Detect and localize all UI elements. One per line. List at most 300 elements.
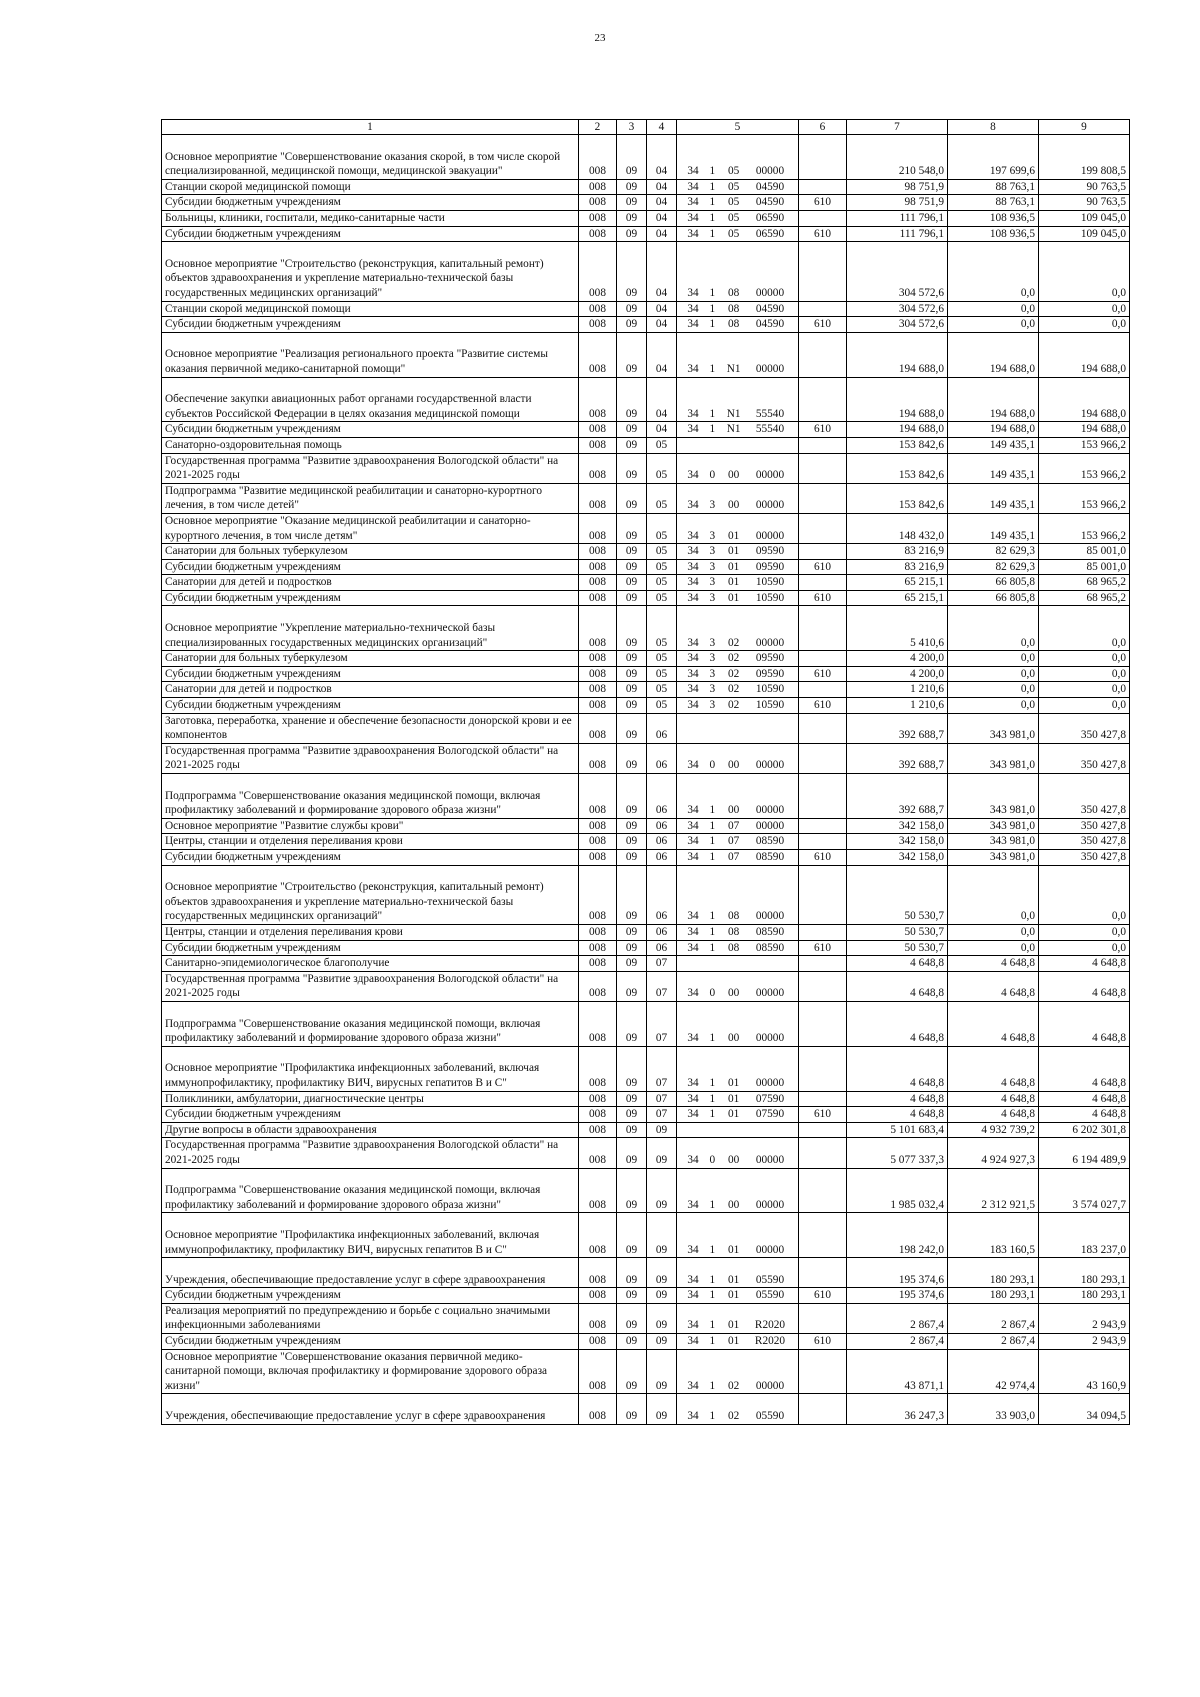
program-code: 34 — [687, 925, 699, 938]
direction-code: 04590 — [755, 318, 785, 331]
section-code: 09 — [617, 544, 647, 560]
expense-type-code — [799, 774, 847, 819]
amount-2021: 1 210,6 — [847, 698, 948, 714]
table-row — [162, 422, 1130, 438]
ministry-code: 008 — [579, 1349, 617, 1394]
target-article-code — [677, 317, 799, 333]
target-article-code — [677, 377, 799, 422]
program-code: 34 — [687, 576, 699, 589]
table-row — [162, 1288, 1130, 1304]
table-row — [162, 1107, 1130, 1123]
subprogram-code: 0 — [709, 987, 716, 1000]
amount-2023: 0,0 — [1039, 682, 1130, 698]
section-code: 09 — [617, 1138, 647, 1168]
table-row — [162, 1334, 1130, 1350]
subprogram-code: 1 — [709, 165, 716, 178]
table-row — [162, 651, 1130, 667]
section-code: 09 — [617, 924, 647, 940]
direction-code: 08590 — [755, 941, 785, 954]
amount-2021: 392 688,7 — [847, 774, 948, 819]
target-article-code — [677, 1091, 799, 1107]
direction-code: 00000 — [755, 1243, 785, 1256]
amount-2022: 0,0 — [948, 682, 1039, 698]
program-code: 34 — [687, 1076, 699, 1089]
subprogram-code: 1 — [709, 819, 716, 832]
ministry-code: 008 — [579, 377, 617, 422]
amount-2023: 180 293,1 — [1039, 1258, 1130, 1288]
expense-type-code — [799, 924, 847, 940]
subsection-code: 06 — [647, 924, 677, 940]
program-code: 34 — [687, 196, 699, 209]
measure-code: 01 — [728, 1319, 740, 1332]
table-row — [162, 210, 1130, 226]
table-row — [162, 453, 1130, 483]
program-code: 34 — [687, 302, 699, 315]
amount-2021: 304 572,6 — [847, 317, 948, 333]
row-name: Центры, станции и отделения переливания крови — [162, 834, 579, 850]
amount-2023: 350 427,8 — [1039, 774, 1130, 819]
expense-type-code: 610 — [799, 698, 847, 714]
target-article-parts — [680, 819, 795, 834]
subsection-code: 06 — [647, 774, 677, 819]
program-code: 34 — [687, 423, 699, 436]
direction-code: 00000 — [755, 1153, 785, 1166]
measure-code: 01 — [728, 1108, 740, 1121]
program-code: 34 — [687, 407, 699, 420]
row-name: Санаторно-оздоровительная помощь — [162, 437, 579, 453]
target-article-code — [677, 743, 799, 773]
amount-2023: 194 688,0 — [1039, 422, 1130, 438]
subsection-code: 09 — [647, 1394, 677, 1424]
section-code: 09 — [617, 971, 647, 1001]
target-article-parts — [680, 302, 795, 317]
subprogram-code: 1 — [709, 407, 716, 420]
amount-2023: 350 427,8 — [1039, 850, 1130, 866]
subprogram-code: 1 — [709, 804, 716, 817]
table-row — [162, 301, 1130, 317]
ministry-code: 008 — [579, 1288, 617, 1304]
amount-2021: 4 200,0 — [847, 651, 948, 667]
amount-2022: 343 981,0 — [948, 743, 1039, 773]
subsection-code: 05 — [647, 559, 677, 575]
direction-code: 00000 — [755, 1198, 785, 1211]
measure-code: 01 — [728, 576, 740, 589]
row-name: Субсидии бюджетным учреждениям — [162, 850, 579, 866]
ministry-code: 008 — [579, 606, 617, 651]
target-article-code — [677, 940, 799, 956]
amount-2022: 180 293,1 — [948, 1258, 1039, 1288]
direction-code: 00000 — [755, 987, 785, 1000]
amount-2022: 0,0 — [948, 301, 1039, 317]
amount-2021: 304 572,6 — [847, 301, 948, 317]
subprogram-code: 1 — [709, 851, 716, 863]
row-name: Субсидии бюджетным учреждениям — [162, 698, 579, 714]
section-code: 09 — [617, 437, 647, 453]
subsection-code: 05 — [647, 682, 677, 698]
row-name: Санитарно-эпидемиологическое благополучие — [162, 956, 579, 972]
subsection-code: 04 — [647, 377, 677, 422]
target-article-parts — [680, 803, 795, 818]
ministry-code: 008 — [579, 226, 617, 242]
amount-2023: 153 966,2 — [1039, 453, 1130, 483]
amount-2022: 149 435,1 — [948, 483, 1039, 513]
amount-2022: 4 648,8 — [948, 971, 1039, 1001]
header-col-6: 6 — [799, 120, 847, 135]
section-code: 09 — [617, 332, 647, 377]
amount-2022: 0,0 — [948, 666, 1039, 682]
header-col-4: 4 — [647, 120, 677, 135]
table-row — [162, 743, 1130, 773]
measure-code: 01 — [728, 1273, 740, 1286]
table-row — [162, 713, 1130, 743]
subsection-code: 05 — [647, 651, 677, 667]
program-code: 34 — [687, 499, 699, 512]
ministry-code: 008 — [579, 682, 617, 698]
table-row — [162, 1091, 1130, 1107]
row-name: Санатории для больных туберкулезом — [162, 544, 579, 560]
amount-2022: 88 763,1 — [948, 195, 1039, 211]
ministry-code: 008 — [579, 1001, 617, 1046]
direction-code: 00000 — [755, 1379, 785, 1392]
direction-code: 00000 — [755, 469, 785, 482]
program-code: 34 — [687, 227, 699, 240]
subprogram-code: 3 — [709, 529, 716, 542]
target-article-code — [677, 1046, 799, 1091]
row-name: Субсидии бюджетным учреждениям — [162, 559, 579, 575]
program-code: 34 — [687, 1198, 699, 1211]
expense-type-code — [799, 1046, 847, 1091]
program-code: 34 — [687, 469, 699, 482]
amount-2022: 180 293,1 — [948, 1288, 1039, 1304]
table-row — [162, 513, 1130, 543]
amount-2022: 66 805,8 — [948, 590, 1039, 606]
program-code: 34 — [687, 1289, 699, 1302]
program-code: 34 — [687, 1243, 699, 1256]
subprogram-code: 1 — [709, 1335, 716, 1348]
measure-code: 00 — [728, 469, 740, 482]
header-col-1: 1 — [162, 120, 579, 135]
program-code: 34 — [687, 1335, 699, 1348]
subsection-code: 04 — [647, 179, 677, 195]
amount-2022: 343 981,0 — [948, 713, 1039, 743]
target-article-code — [677, 559, 799, 575]
direction-code: 04590 — [755, 196, 785, 209]
section-code: 09 — [617, 1046, 647, 1091]
subsection-code: 07 — [647, 1046, 677, 1091]
amount-2022: 194 688,0 — [948, 422, 1039, 438]
ministry-code: 008 — [579, 1303, 617, 1333]
target-article-parts — [680, 1076, 795, 1091]
amount-2021: 4 648,8 — [847, 971, 948, 1001]
section-code: 09 — [617, 377, 647, 422]
section-code: 09 — [617, 135, 647, 180]
row-name: Другие вопросы в области здравоохранения — [162, 1122, 579, 1138]
amount-2022: 343 981,0 — [948, 774, 1039, 819]
expense-type-code — [799, 1394, 847, 1424]
subprogram-code: 1 — [709, 941, 716, 954]
amount-2021: 148 432,0 — [847, 513, 948, 543]
amount-2021: 392 688,7 — [847, 743, 948, 773]
subsection-code: 05 — [647, 590, 677, 606]
table-row — [162, 135, 1130, 180]
subprogram-code: 3 — [709, 652, 716, 665]
program-code: 34 — [687, 667, 699, 680]
row-name: Основное мероприятие "Укрепление материально-технической базы специализированных государственных медицинских организаций" — [162, 606, 579, 651]
section-code: 09 — [617, 301, 647, 317]
program-code: 34 — [687, 987, 699, 1000]
amount-2023: 153 966,2 — [1039, 483, 1130, 513]
target-article-code — [677, 713, 799, 743]
program-code: 34 — [687, 941, 699, 954]
amount-2022: 343 981,0 — [948, 818, 1039, 834]
subprogram-code: 1 — [709, 180, 716, 193]
amount-2023: 109 045,0 — [1039, 226, 1130, 242]
ministry-code: 008 — [579, 559, 617, 575]
amount-2023: 0,0 — [1039, 317, 1130, 333]
subsection-code: 09 — [647, 1258, 677, 1288]
amount-2022: 0,0 — [948, 865, 1039, 924]
target-article-parts — [680, 986, 795, 1001]
target-article-code — [677, 332, 799, 377]
direction-code: 04590 — [755, 180, 785, 193]
measure-code: 00 — [728, 759, 740, 772]
target-article-code — [677, 682, 799, 698]
ministry-code: 008 — [579, 1091, 617, 1107]
subsection-code: 04 — [647, 135, 677, 180]
amount-2021: 43 871,1 — [847, 1349, 948, 1394]
amount-2021: 5 077 337,3 — [847, 1138, 948, 1168]
subsection-code: 07 — [647, 1091, 677, 1107]
target-article-code — [677, 195, 799, 211]
row-name: Основное мероприятие "Оказание медицинской реабилитации и санаторно-курортного лечения, в том числе детям" — [162, 513, 579, 543]
subprogram-code: 1 — [709, 362, 716, 375]
direction-code: 05590 — [755, 1289, 785, 1302]
subsection-code: 09 — [647, 1334, 677, 1350]
row-name: Станции скорой медицинской помощи — [162, 179, 579, 195]
amount-2023: 4 648,8 — [1039, 1091, 1130, 1107]
subprogram-code: 3 — [709, 545, 716, 558]
expense-type-code — [799, 242, 847, 301]
measure-code: 01 — [728, 1335, 740, 1348]
direction-code: 00000 — [755, 759, 785, 772]
amount-2023: 194 688,0 — [1039, 377, 1130, 422]
expense-type-code — [799, 682, 847, 698]
measure-code: 07 — [728, 835, 740, 848]
row-name: Субсидии бюджетным учреждениям — [162, 1334, 579, 1350]
subprogram-code: 1 — [709, 1032, 716, 1045]
amount-2023: 90 763,5 — [1039, 179, 1130, 195]
target-article-parts — [680, 180, 795, 195]
amount-2022: 82 629,3 — [948, 559, 1039, 575]
expense-type-code — [799, 1122, 847, 1138]
amount-2021: 153 842,6 — [847, 483, 948, 513]
amount-2023: 109 045,0 — [1039, 210, 1130, 226]
ministry-code: 008 — [579, 575, 617, 591]
subprogram-code: 3 — [709, 667, 716, 680]
amount-2021: 304 572,6 — [847, 242, 948, 301]
target-article-code — [677, 606, 799, 651]
measure-code: 01 — [728, 1289, 740, 1302]
header-col-5: 5 — [677, 120, 799, 135]
subsection-code: 06 — [647, 743, 677, 773]
amount-2021: 65 215,1 — [847, 590, 948, 606]
program-code: 34 — [687, 1379, 699, 1392]
section-code: 09 — [617, 606, 647, 651]
section-code: 09 — [617, 1091, 647, 1107]
program-code: 34 — [687, 1273, 699, 1286]
table-row — [162, 377, 1130, 422]
amount-2022: 4 648,8 — [948, 1091, 1039, 1107]
measure-code: 02 — [728, 1379, 740, 1392]
target-article-code — [677, 135, 799, 180]
measure-code: N1 — [726, 423, 741, 436]
row-name: Поликлиники, амбулатории, диагностические центры — [162, 1091, 579, 1107]
amount-2023: 85 001,0 — [1039, 559, 1130, 575]
target-article-parts — [680, 498, 795, 513]
expense-type-code: 610 — [799, 317, 847, 333]
table-row — [162, 774, 1130, 819]
direction-code: 08590 — [755, 925, 785, 938]
subsection-code: 05 — [647, 513, 677, 543]
table-row — [162, 226, 1130, 242]
measure-code: 01 — [728, 1076, 740, 1089]
amount-2021: 194 688,0 — [847, 377, 948, 422]
amount-2021: 1 985 032,4 — [847, 1168, 948, 1213]
direction-code: 10590 — [755, 576, 785, 589]
direction-code: R2020 — [754, 1335, 786, 1348]
amount-2023: 0,0 — [1039, 924, 1130, 940]
expense-type-code — [799, 210, 847, 226]
direction-code: 00000 — [755, 1032, 785, 1045]
section-code: 09 — [617, 956, 647, 972]
section-code: 09 — [617, 1303, 647, 1333]
expense-type-code: 610 — [799, 850, 847, 866]
target-article-code — [677, 1001, 799, 1046]
amount-2023: 0,0 — [1039, 606, 1130, 651]
subsection-code: 04 — [647, 332, 677, 377]
target-article-parts — [680, 286, 795, 301]
table-row — [162, 971, 1130, 1001]
amount-2022: 0,0 — [948, 317, 1039, 333]
amount-2023: 68 965,2 — [1039, 575, 1130, 591]
row-name: Подпрограмма "Совершенствование оказания медицинской помощи, включая профилактику заболеваний и формирование здорового образа жизни" — [162, 774, 579, 819]
expense-type-code — [799, 651, 847, 667]
subsection-code: 05 — [647, 437, 677, 453]
program-code: 34 — [687, 1108, 699, 1121]
amount-2021: 50 530,7 — [847, 940, 948, 956]
program-code: 34 — [687, 759, 699, 772]
amount-2023: 0,0 — [1039, 242, 1130, 301]
amount-2022: 194 688,0 — [948, 332, 1039, 377]
expense-type-code: 610 — [799, 1334, 847, 1350]
row-name: Государственная программа "Развитие здравоохранения Вологодской области" на 2021-2025 годы — [162, 1138, 579, 1168]
amount-2021: 392 688,7 — [847, 713, 948, 743]
subsection-code: 05 — [647, 544, 677, 560]
target-article-code — [677, 1138, 799, 1168]
section-code: 09 — [617, 1258, 647, 1288]
expense-type-code — [799, 377, 847, 422]
direction-code: 00000 — [755, 286, 785, 299]
amount-2021: 342 158,0 — [847, 818, 948, 834]
subsection-code: 06 — [647, 865, 677, 924]
subsection-code: 05 — [647, 698, 677, 714]
ministry-code: 008 — [579, 590, 617, 606]
table-row — [162, 1258, 1130, 1288]
expense-type-code — [799, 513, 847, 543]
direction-code: 10590 — [755, 591, 785, 604]
amount-2021: 1 210,6 — [847, 682, 948, 698]
target-article-parts — [680, 317, 795, 332]
ministry-code: 008 — [579, 1138, 617, 1168]
amount-2021: 4 648,8 — [847, 1107, 948, 1123]
program-code: 34 — [687, 819, 699, 832]
header-row — [162, 120, 1130, 135]
table-row — [162, 195, 1130, 211]
amount-2023: 68 965,2 — [1039, 590, 1130, 606]
row-name: Санатории для детей и подростков — [162, 682, 579, 698]
amount-2021: 111 796,1 — [847, 226, 948, 242]
amount-2022: 2 867,4 — [948, 1334, 1039, 1350]
table-row — [162, 332, 1130, 377]
amount-2022: 4 924 927,3 — [948, 1138, 1039, 1168]
measure-code: 02 — [728, 667, 740, 680]
subsection-code: 09 — [647, 1303, 677, 1333]
row-name: Государственная программа "Развитие здравоохранения Вологодской области" на 2021-2025 годы — [162, 743, 579, 773]
direction-code: 06590 — [755, 227, 785, 240]
ministry-code: 008 — [579, 924, 617, 940]
table-row — [162, 1168, 1130, 1213]
program-code: 34 — [687, 910, 699, 923]
amount-2021: 2 867,4 — [847, 1334, 948, 1350]
amount-2022: 0,0 — [948, 606, 1039, 651]
amount-2023: 0,0 — [1039, 301, 1130, 317]
ministry-code: 008 — [579, 195, 617, 211]
table-row — [162, 483, 1130, 513]
amount-2023: 4 648,8 — [1039, 956, 1130, 972]
target-article-code — [677, 666, 799, 682]
target-article-parts — [680, 1092, 795, 1107]
amount-2021: 5 410,6 — [847, 606, 948, 651]
target-article-code — [677, 226, 799, 242]
program-code: 34 — [687, 591, 699, 604]
measure-code: 02 — [728, 699, 740, 712]
measure-code: 08 — [728, 302, 740, 315]
program-code: 34 — [687, 1319, 699, 1332]
row-name: Государственная программа "Развитие здравоохранения Вологодской области" на 2021-2025 годы — [162, 453, 579, 483]
row-name: Основное мероприятие "Реализация регионального проекта "Развитие системы оказания первичной медико-санитарной помощи" — [162, 332, 579, 377]
target-article-parts — [680, 636, 795, 651]
amount-2022: 2 312 921,5 — [948, 1168, 1039, 1213]
amount-2023: 350 427,8 — [1039, 818, 1130, 834]
target-article-code — [677, 1258, 799, 1288]
target-article-parts — [680, 925, 795, 940]
amount-2022: 343 981,0 — [948, 834, 1039, 850]
subsection-code: 04 — [647, 301, 677, 317]
section-code: 09 — [617, 698, 647, 714]
ministry-code: 008 — [579, 422, 617, 438]
measure-code: 05 — [728, 211, 740, 224]
expense-type-code — [799, 483, 847, 513]
measure-code: 01 — [728, 545, 740, 558]
expense-type-code — [799, 1349, 847, 1394]
expense-type-code — [799, 865, 847, 924]
program-code: 34 — [687, 683, 699, 696]
section-code: 09 — [617, 317, 647, 333]
target-article-code — [677, 437, 799, 453]
expense-type-code — [799, 575, 847, 591]
amount-2022: 0,0 — [948, 651, 1039, 667]
row-name: Больницы, клиники, госпитали, медико-санитарные части — [162, 210, 579, 226]
